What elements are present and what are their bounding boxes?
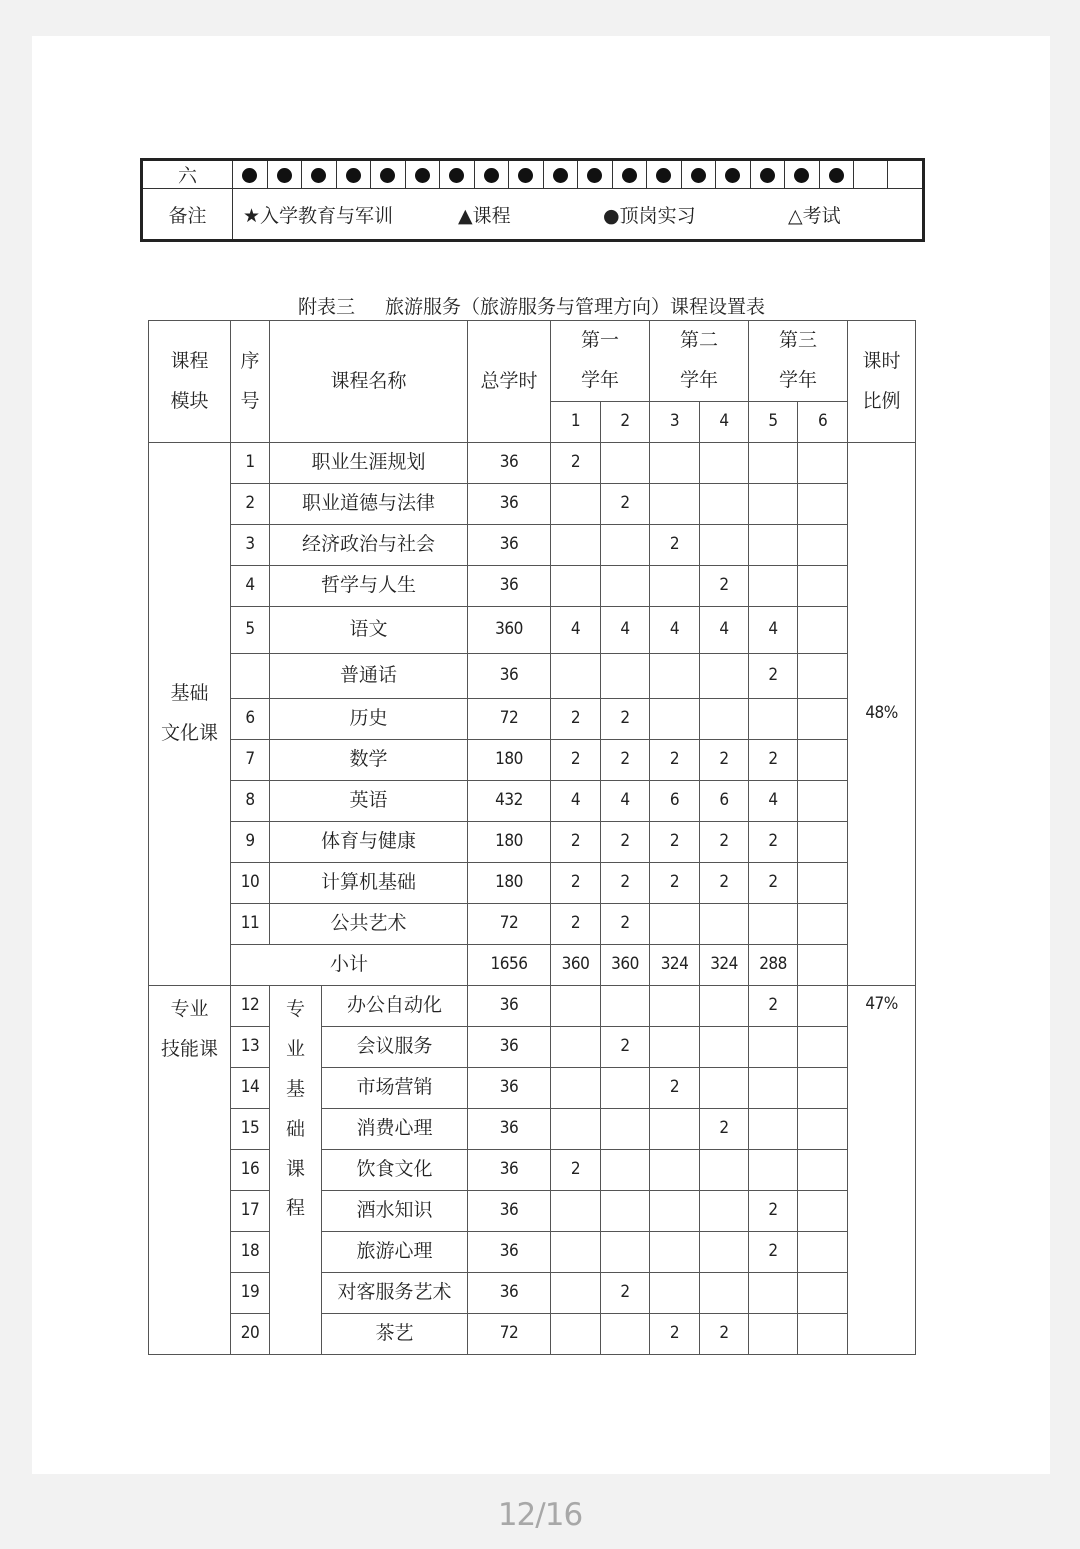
course-row: [149, 986, 916, 1027]
caption-title: 旅游服务（旅游服务与管理方向）课程设置表: [385, 296, 766, 318]
course-name-cell: 职业生涯规划: [270, 443, 468, 484]
total-hours-cell: 36: [468, 443, 551, 484]
internship-dot: [553, 168, 568, 183]
term-hours-cell: [798, 525, 848, 566]
course-name-cell: 数学: [270, 740, 468, 781]
seq-cell: 11: [231, 904, 270, 945]
seq-cell: 15: [231, 1109, 270, 1150]
term-hours-cell: [551, 1068, 601, 1109]
term-hours-cell: [798, 1232, 848, 1273]
course-row: [149, 607, 916, 654]
sub-category-label: [270, 986, 322, 1355]
term-hours-cell: [749, 699, 798, 740]
term-hours-cell: 2: [601, 1027, 650, 1068]
term-hours-cell: [700, 1027, 749, 1068]
term-hours-cell: [551, 525, 601, 566]
term-hours-cell: [551, 1273, 601, 1314]
term-hours-cell: 2: [749, 863, 798, 904]
term-hours-cell: [601, 566, 650, 607]
term-hours-cell: [700, 1191, 749, 1232]
term-hours-cell: 4: [749, 607, 798, 654]
term-header: 5: [749, 402, 798, 443]
course-name-cell: 饮食文化: [322, 1150, 468, 1191]
internship-dot: [622, 168, 637, 183]
module-label: 基础: [170, 682, 209, 705]
term-hours-cell: [749, 1314, 798, 1355]
term-hours-cell: [749, 1273, 798, 1314]
term-hours-cell: 2: [700, 1314, 749, 1355]
term-hours-cell: 2: [749, 986, 798, 1027]
term-hours-cell: 2: [551, 1150, 601, 1191]
term-hours-cell: 2: [551, 863, 601, 904]
term-hours-cell: [700, 1232, 749, 1273]
term-hours-cell: 2: [601, 822, 650, 863]
term-hours-cell: [601, 1150, 650, 1191]
seq-cell: [231, 654, 270, 699]
term-hours-cell: [551, 1191, 601, 1232]
internship-dot: [518, 168, 533, 183]
total-hours-cell: 36: [468, 1150, 551, 1191]
term-hours-cell: [650, 1150, 700, 1191]
course-row: [149, 1232, 916, 1273]
course-row: [149, 1068, 916, 1109]
seq-cell: 20: [231, 1314, 270, 1355]
internship-dot: [760, 168, 775, 183]
total-hours-cell: 180: [468, 863, 551, 904]
seq-cell: 17: [231, 1191, 270, 1232]
term-hours-cell: [749, 904, 798, 945]
seq-cell: 18: [231, 1232, 270, 1273]
total-hours-cell: 36: [468, 986, 551, 1027]
term-hours-cell: [601, 443, 650, 484]
course-row: [149, 699, 916, 740]
term-hours-cell: [798, 1150, 848, 1191]
term-hours-cell: 2: [700, 740, 749, 781]
term-hours-cell: 2: [601, 699, 650, 740]
sub-label-char: 础: [285, 1117, 305, 1140]
term-hours-cell: [749, 443, 798, 484]
term-hours-cell: 2: [551, 443, 601, 484]
term-hours-cell: 2: [601, 1273, 650, 1314]
term-hours-cell: 2: [650, 863, 700, 904]
term-hours-cell: 2: [700, 1109, 749, 1150]
seq-cell: 14: [231, 1068, 270, 1109]
term-hours-cell: [551, 1027, 601, 1068]
term-hours-cell: [798, 1068, 848, 1109]
total-hours-header: 总学时: [468, 321, 551, 443]
course-row: [149, 1027, 916, 1068]
term-hours-cell: [798, 1314, 848, 1355]
page-indicator: 12/16: [497, 1497, 583, 1533]
header-row: [149, 321, 916, 361]
module-basic: [149, 443, 231, 986]
term-hours-cell: [749, 566, 798, 607]
term-hours-cell: [798, 654, 848, 699]
term-hours-cell: 288: [749, 945, 798, 986]
subtotal-label: 小计: [231, 945, 468, 986]
term-hours-cell: [798, 904, 848, 945]
term-hours-cell: 4: [700, 607, 749, 654]
term-hours-cell: 2: [601, 484, 650, 525]
internship-dot: [587, 168, 602, 183]
term-hours-cell: [650, 1273, 700, 1314]
term-hours-cell: [700, 654, 749, 699]
term-hours-cell: [749, 525, 798, 566]
course-row: [149, 740, 916, 781]
sub-label-char: 业: [285, 1037, 305, 1060]
course-name-cell: 会议服务: [322, 1027, 468, 1068]
course-row: [149, 904, 916, 945]
course-row: [149, 781, 916, 822]
term-header: 3: [650, 402, 700, 443]
total-hours-cell: 180: [468, 740, 551, 781]
term-hours-cell: [749, 1027, 798, 1068]
course-name-cell: 体育与健康: [270, 822, 468, 863]
term-hours-cell: 2: [650, 822, 700, 863]
course-row: [149, 1273, 916, 1314]
seq-cell: 16: [231, 1150, 270, 1191]
sub-label-char: 基: [285, 1077, 305, 1100]
schedule-row-six: [142, 160, 924, 189]
internship-dot: [691, 168, 706, 183]
term-hours-cell: 2: [601, 863, 650, 904]
course-name-cell: 市场营销: [322, 1068, 468, 1109]
seq-cell: 19: [231, 1273, 270, 1314]
term-hours-cell: 2: [749, 740, 798, 781]
term-hours-cell: 2: [551, 699, 601, 740]
term-hours-cell: 2: [650, 740, 700, 781]
term-hours-cell: [601, 1314, 650, 1355]
term-hours-cell: 2: [700, 863, 749, 904]
term-hours-cell: [798, 986, 848, 1027]
course-name-cell: 普通话: [270, 654, 468, 699]
term-hours-cell: [650, 986, 700, 1027]
course-name-cell: 茶艺: [322, 1314, 468, 1355]
term-hours-cell: [650, 904, 700, 945]
internship-dot: [242, 168, 257, 183]
term-hours-cell: 360: [551, 945, 601, 986]
seq-cell: 2: [231, 484, 270, 525]
term-hours-cell: [551, 654, 601, 699]
term-hours-cell: 2: [749, 822, 798, 863]
course-name-cell: 计算机基础: [270, 863, 468, 904]
course-row: [149, 525, 916, 566]
term-header: 2: [601, 402, 650, 443]
term-hours-cell: [700, 443, 749, 484]
legend: [233, 189, 924, 241]
schedule-notes-row: [142, 189, 924, 241]
total-hours-cell: 36: [468, 1027, 551, 1068]
course-name-cell: 酒水知识: [322, 1191, 468, 1232]
term-hours-cell: 2: [601, 904, 650, 945]
term-hours-cell: 6: [650, 781, 700, 822]
internship-dot: [656, 168, 671, 183]
course-name-cell: 对客服务艺术: [322, 1273, 468, 1314]
total-hours-cell: 36: [468, 1109, 551, 1150]
term-hours-cell: 324: [700, 945, 749, 986]
legend-exam: △考试: [788, 204, 841, 227]
internship-dot: [794, 168, 809, 183]
total-hours-cell: 72: [468, 1314, 551, 1355]
year-1-header: 第一 学年: [551, 321, 650, 402]
term-hours-cell: [551, 1314, 601, 1355]
internship-dot: [380, 168, 395, 183]
seq-cell: 8: [231, 781, 270, 822]
term-hours-cell: [551, 484, 601, 525]
term-hours-cell: [798, 1191, 848, 1232]
term-hours-cell: [551, 1232, 601, 1273]
name-header: 课程名称: [270, 321, 468, 443]
term-hours-cell: [798, 1273, 848, 1314]
term-hours-cell: [601, 1232, 650, 1273]
course-row: [149, 484, 916, 525]
term-hours-cell: 324: [650, 945, 700, 986]
total-hours-cell: 432: [468, 781, 551, 822]
notes-label: 备注: [142, 189, 233, 241]
seq-cell: 10: [231, 863, 270, 904]
total-hours-cell: 72: [468, 904, 551, 945]
year-3-header: 第三 学年: [749, 321, 848, 402]
term-hours-cell: 4: [601, 781, 650, 822]
term-hours-cell: [650, 484, 700, 525]
ratio-header: 课时 比例: [848, 321, 916, 443]
total-hours-cell: 36: [468, 1273, 551, 1314]
table-caption: [148, 292, 915, 319]
course-row: [149, 1314, 916, 1355]
term-hours-cell: [650, 566, 700, 607]
term-hours-cell: [650, 1109, 700, 1150]
term-hours-cell: 2: [650, 1314, 700, 1355]
course-row: [149, 566, 916, 607]
term-hours-cell: 2: [650, 1068, 700, 1109]
term-hours-cell: 2: [749, 1232, 798, 1273]
total-hours-cell: 36: [468, 1232, 551, 1273]
total-hours-cell: 36: [468, 525, 551, 566]
course-name-cell: 消费心理: [322, 1109, 468, 1150]
term-hours-cell: 2: [551, 822, 601, 863]
sub-label-char: 课: [285, 1157, 305, 1180]
term-hours-cell: [551, 1109, 601, 1150]
term-hours-cell: 2: [551, 904, 601, 945]
empty-cell: [854, 160, 888, 189]
seq-cell: 1: [231, 443, 270, 484]
course-name-cell: 哲学与人生: [270, 566, 468, 607]
course-row: [149, 654, 916, 699]
term-hours-cell: [798, 607, 848, 654]
term-hours-cell: [798, 1027, 848, 1068]
total-hours-cell: 36: [468, 1191, 551, 1232]
legend-course: ▲课程: [458, 204, 511, 227]
module-label: 技能课: [160, 1037, 218, 1060]
course-row: [149, 1109, 916, 1150]
seq-cell: 7: [231, 740, 270, 781]
term-hours-cell: [798, 945, 848, 986]
term-hours-cell: [798, 740, 848, 781]
module-label: 专业: [170, 998, 209, 1020]
seq-cell: 12: [231, 986, 270, 1027]
term-hours-cell: [650, 1191, 700, 1232]
year-2-header: 第二 学年: [650, 321, 749, 402]
total-hours-cell: 72: [468, 699, 551, 740]
term-hours-cell: 2: [749, 1191, 798, 1232]
total-hours-cell: 36: [468, 1068, 551, 1109]
total-hours-cell: 36: [468, 484, 551, 525]
course-row: [149, 1150, 916, 1191]
empty-cell: [888, 160, 924, 189]
term-hours-cell: [601, 654, 650, 699]
term-hours-cell: 4: [551, 781, 601, 822]
course-name-cell: 历史: [270, 699, 468, 740]
course-name-cell: 公共艺术: [270, 904, 468, 945]
term-hours-cell: 2: [650, 525, 700, 566]
seq-cell: 9: [231, 822, 270, 863]
internship-dot: [415, 168, 430, 183]
term-hours-cell: 2: [551, 740, 601, 781]
course-name-cell: 旅游心理: [322, 1232, 468, 1273]
term-hours-cell: [650, 699, 700, 740]
course-name-cell: 办公自动化: [322, 986, 468, 1027]
course-name-cell: 经济政治与社会: [270, 525, 468, 566]
internship-dot: [449, 168, 464, 183]
term-hours-cell: [700, 525, 749, 566]
sub-label-char: 程: [285, 1197, 305, 1220]
internship-dot: [346, 168, 361, 183]
term-hours-cell: [650, 443, 700, 484]
term-hours-cell: [700, 986, 749, 1027]
term-hours-cell: [601, 1068, 650, 1109]
term-hours-cell: [551, 986, 601, 1027]
term-hours-cell: [700, 1150, 749, 1191]
term-hours-cell: [798, 781, 848, 822]
curriculum-table: [148, 320, 916, 1355]
term-hours-cell: [798, 484, 848, 525]
term-hours-cell: [798, 443, 848, 484]
term-header: 1: [551, 402, 601, 443]
term-hours-cell: [650, 654, 700, 699]
term-hours-cell: [650, 1232, 700, 1273]
seq-cell: 6: [231, 699, 270, 740]
term-hours-cell: 2: [601, 740, 650, 781]
internship-dot: [277, 168, 292, 183]
ratio-basic: 48%: [848, 443, 916, 986]
seq-cell: 3: [231, 525, 270, 566]
internship-dot: [484, 168, 499, 183]
term-hours-cell: [798, 1109, 848, 1150]
term-hours-cell: [798, 863, 848, 904]
term-hours-cell: [749, 1150, 798, 1191]
term-hours-cell: 360: [601, 945, 650, 986]
term-hours-cell: [798, 566, 848, 607]
schedule-row-label: 六: [142, 160, 233, 189]
seq-cell: 4: [231, 566, 270, 607]
term-hours-cell: [700, 699, 749, 740]
term-hours-cell: [700, 904, 749, 945]
term-hours-cell: [650, 1027, 700, 1068]
course-name-cell: 职业道德与法律: [270, 484, 468, 525]
internship-dot: [311, 168, 326, 183]
term-hours-cell: [601, 525, 650, 566]
seq-cell: 5: [231, 607, 270, 654]
term-hours-cell: [749, 484, 798, 525]
term-hours-cell: [798, 699, 848, 740]
module-professional: [149, 986, 231, 1355]
term-hours-cell: [700, 484, 749, 525]
internship-dot: [725, 168, 740, 183]
total-hours-cell: 36: [468, 566, 551, 607]
course-row: [149, 1191, 916, 1232]
term-hours-cell: 4: [650, 607, 700, 654]
term-hours-cell: [601, 1109, 650, 1150]
term-hours-cell: [749, 1068, 798, 1109]
course-row: [149, 443, 916, 484]
internship-dot: [829, 168, 844, 183]
total-hours-cell: 180: [468, 822, 551, 863]
seq-cell: 13: [231, 1027, 270, 1068]
subtotal-row: [149, 945, 916, 986]
module-header: 课程 模块: [149, 321, 231, 443]
seq-header: 序 号: [231, 321, 270, 443]
term-hours-cell: [700, 1068, 749, 1109]
course-row: [149, 863, 916, 904]
legend-internship: ●顶岗实习: [603, 204, 696, 227]
term-hours-cell: [700, 1273, 749, 1314]
term-hours-cell: 2: [700, 566, 749, 607]
term-hours-cell: 6: [700, 781, 749, 822]
caption-prefix: 附表三: [297, 296, 355, 318]
term-hours-cell: 4: [601, 607, 650, 654]
term-hours-cell: [601, 986, 650, 1027]
term-header: 4: [700, 402, 749, 443]
term-hours-cell: 4: [749, 781, 798, 822]
term-hours-cell: 4: [551, 607, 601, 654]
total-hours-cell: 360: [468, 607, 551, 654]
schedule-table: [140, 158, 925, 242]
term-hours-cell: [601, 1191, 650, 1232]
term-hours-cell: [798, 822, 848, 863]
term-header: 6: [798, 402, 848, 443]
term-hours-cell: 2: [749, 654, 798, 699]
term-hours-cell: 2: [700, 822, 749, 863]
term-hours-cell: [749, 1109, 798, 1150]
legend-orientation: ★入学教育与军训: [243, 204, 394, 227]
term-hours-cell: [551, 566, 601, 607]
course-name-cell: 英语: [270, 781, 468, 822]
ratio-professional: 47%: [848, 986, 916, 1355]
course-row: [149, 822, 916, 863]
sub-label-char: 专: [285, 998, 305, 1020]
subtotal-total: 1656: [468, 945, 551, 986]
total-hours-cell: 36: [468, 654, 551, 699]
course-name-cell: 语文: [270, 607, 468, 654]
module-label: 文化课: [160, 722, 218, 744]
